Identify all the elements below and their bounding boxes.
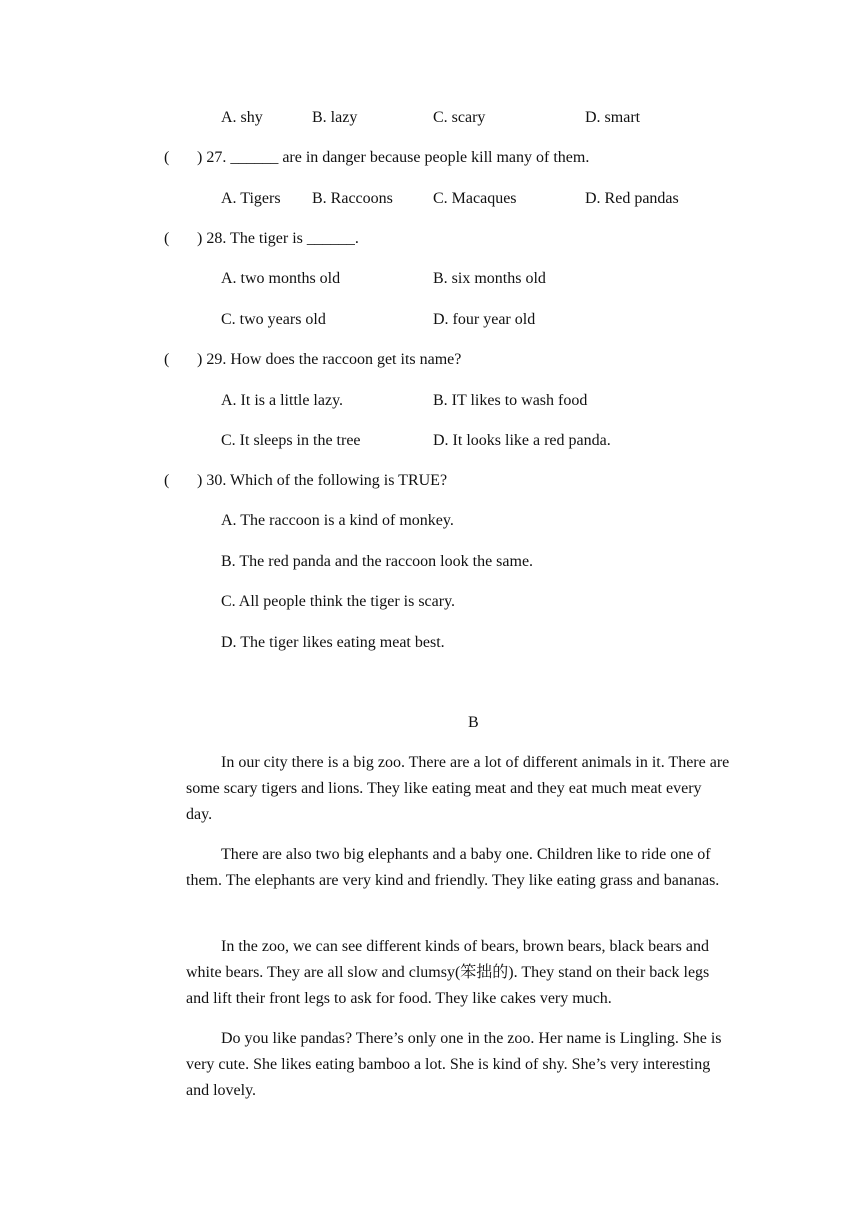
q26-option-a: A. shy [221,109,263,126]
passage-paragraph-4: Do you like pandas? There’s only one in the zoo. Her name is Lingling. She is very cute. She likes eating bamboo a lot. She is kind of shy. She’s very interesting and lovely. [186,1030,722,1099]
q26-option-d: D. smart [585,109,641,126]
q28-answer-paren: ( [164,230,170,247]
q28-option-b: B. six months old [433,270,546,287]
q26-option-c: C. scary [433,109,486,126]
q30-answer-paren: ( [164,472,170,489]
q29-option-b: B. IT likes to wash food [433,392,588,409]
q28-question: ) 28. The tiger is ______. [197,230,359,247]
q30-option-b: B. The red panda and the raccoon look the same. [221,553,534,570]
q27-option-b: B. Raccoons [312,190,393,207]
q26-option-b: B. lazy [312,109,358,126]
q30-question: ) 30. Which of the following is TRUE? [197,472,448,489]
q30-option-a: A. The raccoon is a kind of monkey. [221,512,454,529]
passage-paragraph-3: In the zoo, we can see different kinds of bears, brown bears, black bears and white bears. They are all slow and clumsy(笨拙的). They stand on their back legs and lift their front legs to ask for food. They like cakes very much. [186,938,710,1007]
q27-option-c: C. Macaques [433,190,517,207]
q30-option-c: C. All people think the tiger is scary. [221,593,456,610]
q27-option-d: D. Red pandas [585,190,679,207]
q29-option-c: C. It sleeps in the tree [221,432,361,449]
q28-option-d: D. four year old [433,311,536,328]
q30-option-d: D. The tiger likes eating meat best. [221,634,445,651]
q28-option-a: A. two months old [221,270,341,287]
section-b-heading: B [468,714,479,731]
q29-question: ) 29. How does the raccoon get its name? [197,351,462,368]
q27-option-a: A. Tigers [221,190,281,207]
q29-option-d: D. It looks like a red panda. [433,432,611,449]
passage-paragraph-2: There are also two big elephants and a baby one. Children like to ride one of them. The elephants are very kind and friendly. They like eating grass and bananas. [186,846,720,889]
q29-answer-paren: ( [164,351,170,368]
q28-option-c: C. two years old [221,311,326,328]
q27-question: ) 27. ______ are in danger because people kill many of them. [197,149,590,166]
q27-answer-paren: ( [164,149,170,166]
passage-paragraph-1: In our city there is a big zoo. There are a lot of different animals in it. There are some scary tigers and lions. They like eating meat and they eat much meat every day. [186,754,730,823]
q29-option-a: A. It is a little lazy. [221,392,344,409]
